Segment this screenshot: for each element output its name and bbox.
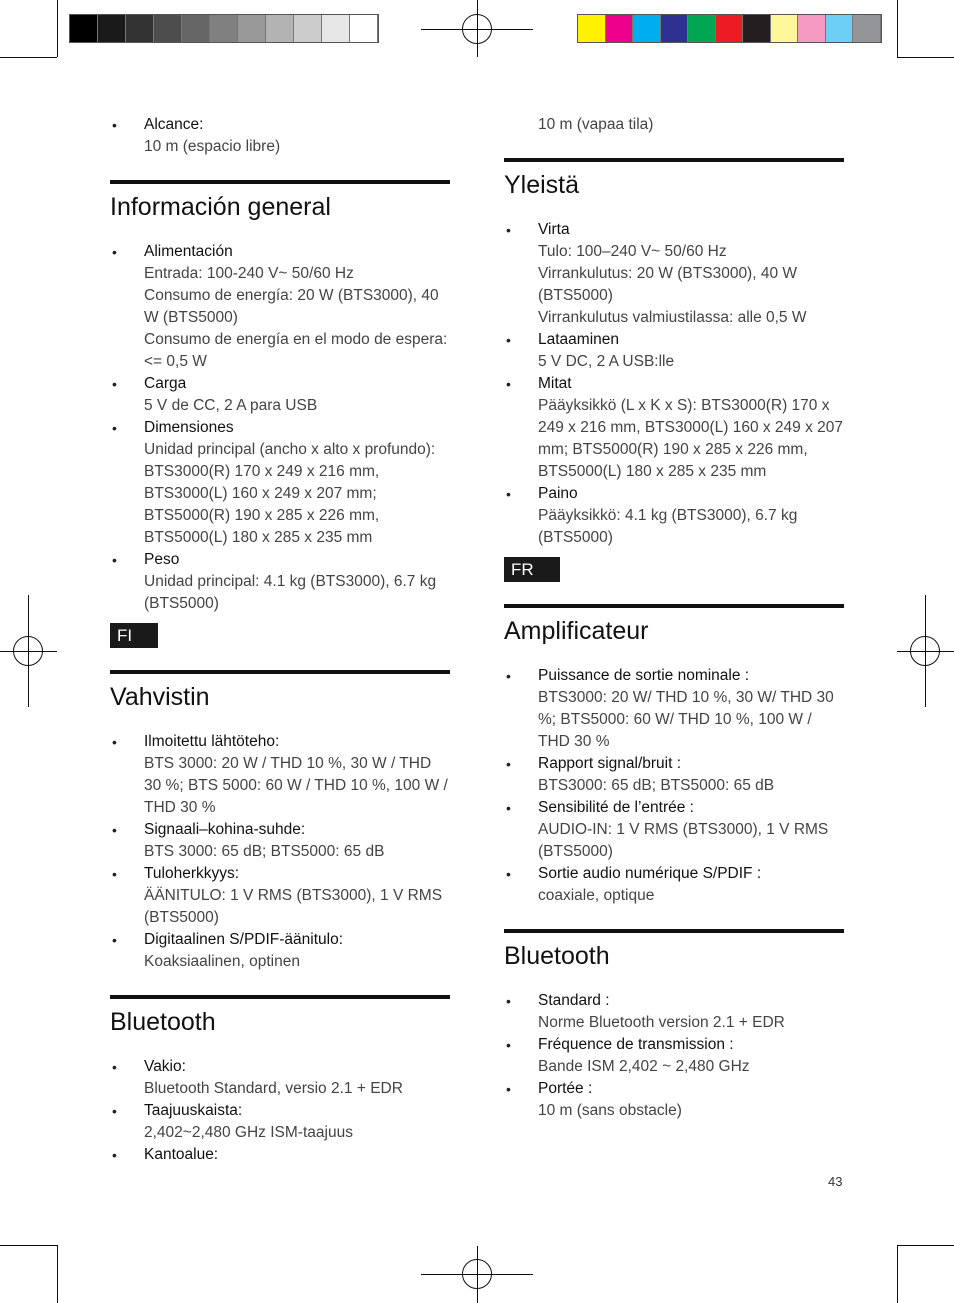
- spec-label: • Sensibilité de l’entrée :: [538, 799, 694, 816]
- spec-value: Virrankulutus valmiustilassa: alle 0,5 W: [538, 309, 807, 326]
- spec-value: BTS 3000: 20 W / THD 10 %, 30 W / THD 30 %; BTS 5000: 60 W / THD 10 %, 100 W / THD 30 %: [144, 755, 448, 816]
- crop-mark: [0, 1245, 57, 1246]
- list-item: [110, 549, 450, 615]
- spec-list: [110, 1056, 450, 1166]
- fi-vahvistin-section: [110, 670, 450, 973]
- spec-label: • Mitat: [538, 375, 572, 392]
- fi-bluetooth-section: [110, 995, 450, 1166]
- spec-list: [504, 665, 844, 907]
- list-item: [504, 797, 844, 863]
- spec-value: Pääyksikkö (L x K x S): BTS3000(R) 170 x 249 x 216 mm, BTS3000(L) 160 x 249 x 207 mm; BTS5000(R) 190 x 285 x 226 mm, BTS5000(L) 180 x 285 x 235 mm: [538, 397, 844, 480]
- color-swatch: [661, 15, 689, 42]
- es-general-section: [110, 180, 450, 615]
- left-column: [110, 114, 450, 1166]
- spec-label: • Rapport signal/bruit :: [538, 755, 682, 772]
- spec-value: Entrada: 100-240 V~ 50/60 Hz: [144, 265, 354, 282]
- list-item: [110, 373, 450, 417]
- list-item: [110, 1100, 450, 1144]
- registration-circle-icon: [13, 636, 43, 666]
- greyscale-swatch: [322, 15, 350, 42]
- crop-mark: [57, 1245, 58, 1303]
- spec-label: • Taajuuskaista:: [144, 1102, 243, 1119]
- color-swatch: [743, 15, 771, 42]
- spec-value: BTS3000: 20 W/ THD 10 %, 30 W/ THD 30 %; BTS5000: 60 W/ THD 10 %, 100 W / THD 30 %: [538, 689, 834, 750]
- spec-label: • Tuloherkkyys:: [144, 865, 240, 882]
- spec-label: • Vakio:: [144, 1058, 186, 1075]
- section-rule: [504, 929, 844, 933]
- spec-value: Unidad principal (ancho x alto x profundo): BTS3000(R) 170 x 249 x 216 mm, BTS3000(L) 160 x 249 x 207 mm; BTS5000(R) 190 x 285 x 226 mm, BTS5000(L) 180 x 285 x 235 mm: [144, 441, 436, 546]
- list-item: [110, 929, 450, 973]
- list-item: [504, 329, 844, 373]
- color-swatch: [771, 15, 799, 42]
- spec-value: Tulo: 100–240 V~ 50/60 Hz: [538, 243, 727, 260]
- spec-label: • Peso: [144, 551, 180, 568]
- section-rule: [110, 995, 450, 999]
- page-number: 43: [828, 1174, 843, 1189]
- crop-mark: [0, 57, 57, 58]
- list-item: [110, 1144, 450, 1166]
- spec-list: [504, 219, 844, 549]
- spec-label: • Kantoalue:: [144, 1146, 219, 1163]
- greyscale-calibration-bar: [69, 14, 379, 43]
- spec-value: Bluetooth Standard, versio 2.1 + EDR: [144, 1080, 403, 1097]
- spec-value: 2,402~2,480 GHz ISM-taajuus: [144, 1124, 353, 1141]
- crop-mark: [897, 0, 898, 57]
- greyscale-swatch: [182, 15, 210, 42]
- spec-label: • Alimentación: [144, 243, 233, 260]
- list-item: [504, 990, 844, 1034]
- color-swatch: [826, 15, 854, 42]
- section-rule: [504, 158, 844, 162]
- spec-value: Unidad principal: 4.1 kg (BTS3000), 6.7 kg (BTS5000): [144, 573, 437, 612]
- spec-value: BTS 3000: 65 dB; BTS5000: 65 dB: [144, 843, 385, 860]
- right-column: [504, 114, 844, 1122]
- color-calibration-bar: [577, 14, 882, 43]
- greyscale-swatch: [154, 15, 182, 42]
- section-title: Amplificateur: [504, 617, 649, 645]
- greyscale-swatch: [238, 15, 266, 42]
- crop-mark: [897, 1245, 898, 1303]
- section-title: Vahvistin: [110, 683, 210, 711]
- spec-value: coaxiale, optique: [538, 887, 655, 904]
- spec-value: 10 m (espacio libre): [144, 138, 281, 155]
- list-item: [504, 373, 844, 483]
- greyscale-swatch: [350, 15, 378, 42]
- list-item: [504, 483, 844, 549]
- language-tag-fi: FI: [110, 623, 158, 648]
- greyscale-swatch: [70, 15, 98, 42]
- spec-value: Consumo de energía: 20 W (BTS3000), 40 W (BTS5000): [144, 287, 439, 326]
- spec-value: 5 V DC, 2 A USB:lle: [538, 353, 675, 370]
- list-item: [110, 114, 450, 158]
- es-range-list: [110, 114, 450, 158]
- language-tag-fi-wrap: [110, 615, 450, 648]
- registration-circle-icon: [462, 14, 492, 44]
- spec-value-continued: 10 m (vapaa tila): [538, 116, 654, 133]
- section-title: Bluetooth: [504, 942, 610, 970]
- greyscale-swatch: [210, 15, 238, 42]
- list-item: [504, 665, 844, 753]
- list-item: [504, 1078, 844, 1122]
- list-item: [504, 863, 844, 907]
- registration-circle-icon: [910, 636, 940, 666]
- color-swatch: [633, 15, 661, 42]
- spec-value: 10 m (sans obstacle): [538, 1102, 682, 1119]
- color-swatch: [688, 15, 716, 42]
- list-item: [110, 1056, 450, 1100]
- fi-yleista-section: [504, 158, 844, 549]
- language-tag-fr: FR: [504, 557, 560, 582]
- spec-list: [504, 990, 844, 1122]
- spec-label: • Signaali–kohina-suhde:: [144, 821, 306, 838]
- list-item: [504, 1034, 844, 1078]
- spec-label: • Lataaminen: [538, 331, 620, 348]
- spec-value: 5 V de CC, 2 A para USB: [144, 397, 318, 414]
- greyscale-swatch: [294, 15, 322, 42]
- list-item: [504, 753, 844, 797]
- list-item: [110, 863, 450, 929]
- fr-amplificateur-section: [504, 604, 844, 907]
- color-swatch: [606, 15, 634, 42]
- spec-label: • Fréquence de transmission :: [538, 1036, 734, 1053]
- spec-label: • Carga: [144, 375, 187, 392]
- list-item: [504, 219, 844, 329]
- spec-label: • Paino: [538, 485, 578, 502]
- spec-label: • Alcance:: [144, 116, 204, 133]
- color-swatch: [716, 15, 744, 42]
- greyscale-swatch: [266, 15, 294, 42]
- spec-list: [110, 241, 450, 615]
- list-item: [110, 731, 450, 819]
- spec-value: Bande ISM 2,402 ~ 2,480 GHz: [538, 1058, 750, 1075]
- spec-label: • Virta: [538, 221, 570, 238]
- color-swatch: [798, 15, 826, 42]
- spec-value: BTS3000: 65 dB; BTS5000: 65 dB: [538, 777, 775, 794]
- spec-value: ÄÄNITULO: 1 V RMS (BTS3000), 1 V RMS (BTS5000): [144, 887, 443, 926]
- list-item: [110, 819, 450, 863]
- section-title: Yleistä: [504, 171, 580, 199]
- list-item: [110, 417, 450, 549]
- crop-mark: [57, 0, 58, 57]
- spec-label: • Standard :: [538, 992, 610, 1009]
- spec-value: AUDIO-IN: 1 V RMS (BTS3000), 1 V RMS (BTS5000): [538, 821, 829, 860]
- list-item: [110, 241, 450, 373]
- spec-label: • Portée :: [538, 1080, 593, 1097]
- crop-mark: [897, 57, 954, 58]
- section-rule: [110, 180, 450, 184]
- spec-label: • Dimensiones: [144, 419, 234, 436]
- spec-value: Pääyksikkö: 4.1 kg (BTS3000), 6.7 kg (BTS5000): [538, 507, 798, 546]
- spec-label: • Ilmoitettu lähtöteho:: [144, 733, 280, 750]
- spec-label: • Digitaalinen S/PDIF-äänitulo:: [144, 931, 344, 948]
- section-rule: [504, 604, 844, 608]
- spec-list: [110, 731, 450, 973]
- registration-circle-icon: [462, 1259, 492, 1289]
- greyscale-swatch: [126, 15, 154, 42]
- color-swatch: [853, 15, 881, 42]
- section-title: Bluetooth: [110, 1008, 216, 1036]
- spec-label: • Sortie audio numérique S/PDIF :: [538, 865, 762, 882]
- color-swatch: [578, 15, 606, 42]
- spec-value: Norme Bluetooth version 2.1 + EDR: [538, 1014, 785, 1031]
- spec-label: • Puissance de sortie nominale :: [538, 667, 750, 684]
- spec-value: Koaksiaalinen, optinen: [144, 953, 300, 970]
- fr-bluetooth-section: [504, 929, 844, 1122]
- greyscale-swatch: [98, 15, 126, 42]
- language-tag-fr-wrap: [504, 549, 844, 582]
- section-title: Información general: [110, 193, 331, 221]
- spec-value: Virrankulutus: 20 W (BTS3000), 40 W (BTS5000): [538, 265, 798, 304]
- section-rule: [110, 670, 450, 674]
- spec-value: Consumo de energía en el modo de espera: <= 0,5 W: [144, 331, 448, 370]
- crop-mark: [897, 1245, 954, 1246]
